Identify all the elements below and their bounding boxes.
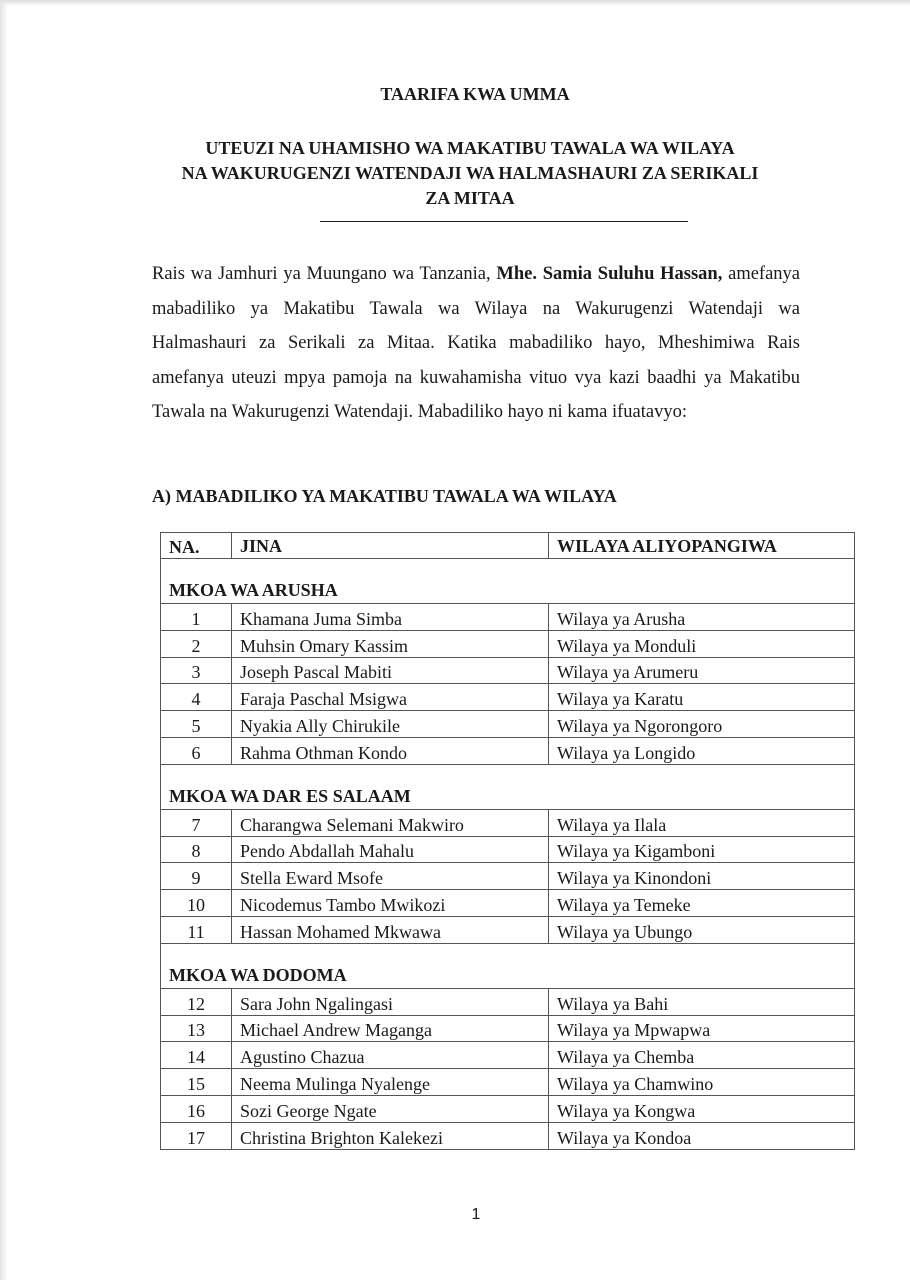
row-number: 1 [161,604,232,631]
row-number: 15 [161,1069,232,1096]
table-row [161,863,855,890]
row-district: Wilaya ya Karatu [549,684,855,711]
header-district: WILAYA ALIYOPANGIWA [549,533,855,559]
row-number: 14 [161,1042,232,1069]
row-district: Wilaya ya Ngorongoro [549,711,855,738]
row-name: Faraja Paschal Msigwa [232,684,549,711]
row-number: 4 [161,684,232,711]
row-name: Agustino Chazua [232,1042,549,1069]
table-row [161,988,855,1015]
table-row [161,630,855,657]
table-row [161,1122,855,1149]
table-header-row [161,533,855,559]
row-name: Sara John Ngalingasi [232,988,549,1015]
title-divider [320,221,688,222]
row-name: Khamana Juma Simba [232,604,549,631]
row-name: Sozi George Ngate [232,1095,549,1122]
row-district: Wilaya ya Chamwino [549,1069,855,1096]
region-row [161,764,855,809]
document-title: TAARIFA KWA UMMA [380,84,570,104]
row-district: Wilaya ya Longido [549,737,855,764]
president-name: Mhe. Samia Suluhu Hassan, [496,264,723,284]
row-district: Wilaya ya Kigamboni [549,836,855,863]
row-district: Wilaya ya Ilala [549,809,855,836]
document-subtitle [150,136,790,211]
table-row [161,890,855,917]
row-name: Nyakia Ally Chirukile [232,711,549,738]
row-number: 2 [161,630,232,657]
region-name: MKOA WA ARUSHA [161,559,855,604]
row-number: 11 [161,916,232,943]
page-edge-shadow [0,0,910,6]
row-name: Joseph Pascal Mabiti [232,657,549,684]
row-district: Wilaya ya Bahi [549,988,855,1015]
header-number: NA. [161,533,232,559]
table-row [161,657,855,684]
row-number: 13 [161,1015,232,1042]
row-district: Wilaya ya Monduli [549,630,855,657]
subtitle-line: ZA MITAA [425,188,515,208]
page-number: 1 [471,1206,481,1223]
row-district: Wilaya ya Kongwa [549,1095,855,1122]
row-number: 5 [161,711,232,738]
row-number: 8 [161,836,232,863]
table-row [161,711,855,738]
table-row [161,604,855,631]
row-district: Wilaya ya Kinondoni [549,863,855,890]
table-body [161,559,855,1150]
row-number: 12 [161,988,232,1015]
row-district: Wilaya ya Ubungo [549,916,855,943]
table-row [161,809,855,836]
row-district: Wilaya ya Arumeru [549,657,855,684]
region-name: MKOA WA DAR ES SALAAM [161,764,855,809]
row-name: Muhsin Omary Kassim [232,630,549,657]
table-row [161,1015,855,1042]
table-row [161,836,855,863]
row-name: Pendo Abdallah Mahalu [232,836,549,863]
region-row [161,559,855,604]
table-row [161,1069,855,1096]
row-name: Nicodemus Tambo Mwikozi [232,890,549,917]
row-name: Hassan Mohamed Mkwawa [232,916,549,943]
table-row [161,916,855,943]
row-number: 3 [161,657,232,684]
row-number: 16 [161,1095,232,1122]
row-district: Wilaya ya Mpwapwa [549,1015,855,1042]
row-district: Wilaya ya Arusha [549,604,855,631]
row-district: Wilaya ya Temeke [549,890,855,917]
row-number: 7 [161,809,232,836]
row-number: 17 [161,1122,232,1149]
region-name: MKOA WA DODOMA [161,943,855,988]
intro-lead: Rais wa Jamhuri ya Muungano wa Tanzania, [152,264,491,284]
row-number: 9 [161,863,232,890]
table-row [161,737,855,764]
section-heading: A) MABADILIKO YA MAKATIBU TAWALA WA WILAYA [152,486,617,506]
intro-body: amefanya mabadiliko ya Makatibu Tawala wa Wilaya na Wakurugenzi Watendaji wa Halmashauri za Serikali za Mitaa. Katika mabadiliko hayo, Mheshimiwa Rais amefanya uteuzi mpya pamoja na kuwahamisha vituo vya kazi baadhi ya Makatibu Tawala na Wakurugenzi Watendaji. Mabadiliko hayo ni kama ifuatavyo: [152,264,801,422]
row-name: Christina Brighton Kalekezi [232,1122,549,1149]
row-district: Wilaya ya Chemba [549,1042,855,1069]
row-number: 6 [161,737,232,764]
table-row [161,1095,855,1122]
row-name: Stella Eward Msofe [232,863,549,890]
row-name: Rahma Othman Kondo [232,737,549,764]
row-district: Wilaya ya Kondoa [549,1122,855,1149]
subtitle-line: UTEUZI NA UHAMISHO WA MAKATIBU TAWALA WA WILAYA [205,138,735,158]
table-row [161,1042,855,1069]
subtitle-line: NA WAKURUGENZI WATENDAJI WA HALMASHAURI ZA SERIKALI [181,163,759,183]
header-name: JINA [232,533,549,559]
intro-paragraph [152,257,800,430]
region-row [161,943,855,988]
row-number: 10 [161,890,232,917]
row-name: Charangwa Selemani Makwiro [232,809,549,836]
table-row [161,684,855,711]
appointments-table [160,532,855,1150]
row-name: Neema Mulinga Nyalenge [232,1069,549,1096]
row-name: Michael Andrew Maganga [232,1015,549,1042]
page-edge-shadow-left [0,0,8,1280]
